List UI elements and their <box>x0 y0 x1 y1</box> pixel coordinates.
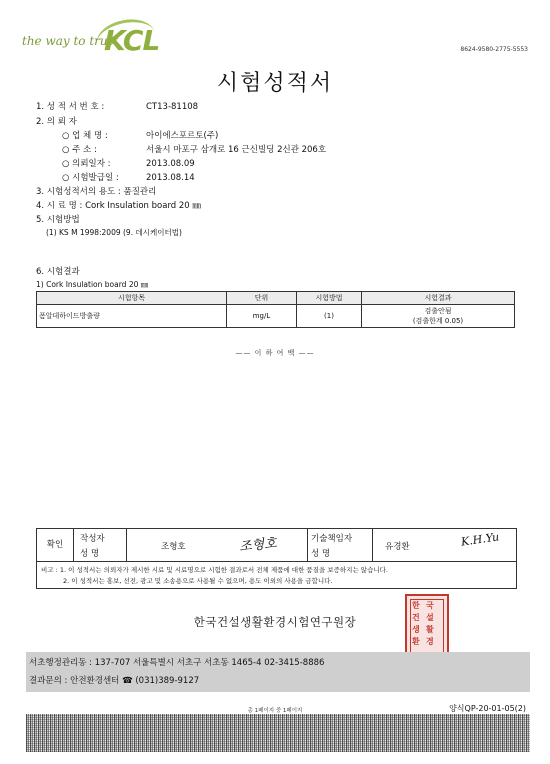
seal-char: 국 <box>426 601 434 610</box>
document-number: 8624-9580-2775-5553 <box>460 46 528 53</box>
page-info: 총 1페이지 중 1페이지 <box>247 708 303 714</box>
author-signature: 조형호 <box>238 536 278 555</box>
seal-char: 건 <box>412 613 420 622</box>
report-number-label: 1. 성 적 서 번 호 : <box>36 102 105 112</box>
issue-date: 2013.08.14 <box>146 173 195 183</box>
test-item: 폼알데하이드방출량 <box>37 305 227 328</box>
address-label: ○ 주 소 : <box>62 145 97 155</box>
tech-name-label: 성 명 <box>311 549 331 559</box>
author-name-label: 성 명 <box>80 549 100 559</box>
remark-2: 2. 이 성적서는 홍보, 선전, 광고 및 소송용으로 사용될 수 없으며, 용도 이외의 사용을 금합니다. <box>63 577 333 585</box>
seal-char: 설 <box>426 613 434 622</box>
seal-char: 활 <box>426 625 434 634</box>
sample-name: Cork Insulation board 20 ㎜ <box>85 201 201 211</box>
request-date-label: ○ 의뢰일자 : <box>62 159 111 169</box>
company-name: 아이에스포르토(주) <box>146 131 219 141</box>
confirm-label: 확인 <box>37 529 74 561</box>
issue-date-row <box>62 174 195 183</box>
seal-char: 환 <box>412 637 420 646</box>
seal-char: 한 <box>412 601 420 610</box>
seal-char: 생 <box>412 625 420 634</box>
tech-signature: K.H.Yu <box>460 530 500 549</box>
purpose-label: 3. 시험성적서의 용도 : <box>36 187 121 197</box>
sample-row <box>36 202 201 211</box>
method-label: 5. 시험방법 <box>36 215 80 225</box>
results-table <box>36 291 515 328</box>
result-value: 검출안됨 <box>424 307 452 315</box>
table-row <box>37 305 515 328</box>
table-header-row <box>37 292 515 305</box>
tech-name: 유경환 <box>385 542 410 552</box>
column-header-unit: 단위 <box>227 292 297 305</box>
remark-1: 비고 : 1. 이 성적서는 의뢰자가 제시한 시료 및 시료명으로 시험한 결과로서 전체 제품에 대한 품질을 보증하지는 않습니다. <box>41 566 388 574</box>
tech-label: 기술책임자 <box>311 534 353 544</box>
contact-info: 결과문의 : 안전환경센터 ☎ (031)389-9127 <box>29 676 200 686</box>
company-row <box>62 132 218 141</box>
request-date-row <box>62 160 195 169</box>
report-number: CT13-81108 <box>146 102 199 112</box>
official-seal <box>405 594 449 660</box>
sample-label: 4. 시 료 명 : <box>36 201 83 211</box>
author-sign-cell <box>127 529 308 561</box>
report-number-row <box>36 103 198 112</box>
test-method: (1) KS M 1998:2009 (9. 데시케이터법) <box>46 228 182 237</box>
request-date: 2013.08.09 <box>146 159 195 169</box>
purpose-row <box>36 188 156 197</box>
tech-label-cell <box>308 529 373 561</box>
purpose: 품질관리 <box>123 187 157 197</box>
security-barcode <box>26 714 530 752</box>
institute-name: 한국건설생활환경시험연구원장 <box>193 615 357 629</box>
issue-date-label: ○ 시험발급일 : <box>62 173 119 183</box>
company-label: ○ 업 체 명 : <box>62 131 108 141</box>
seal-char: 경 <box>426 637 434 646</box>
office-address: 서초행정관리동 : 137-707 서울특별시 서초구 서초동 1465-4 02-3415-8886 <box>29 658 325 668</box>
logo-tagline: the way to trust <box>22 34 119 48</box>
client-address: 서울시 마포구 삼개로 16 근신빌딩 2신관 206호 <box>146 145 327 155</box>
results-heading: 6. 시험결과 <box>36 267 80 277</box>
test-unit: mg/L <box>227 305 297 328</box>
column-header-item: 시험항목 <box>37 292 227 305</box>
end-of-content-marker: —— 이 하 여 백 —— <box>235 349 315 357</box>
signature-box <box>36 528 517 589</box>
address-bar <box>26 652 530 692</box>
signature-row <box>37 529 516 562</box>
tech-sign-cell <box>373 529 516 561</box>
results-subheading: 1) Cork Insulation board 20 ㎜ <box>36 280 149 289</box>
client-label: 2. 의 뢰 자 <box>36 117 77 127</box>
test-result <box>362 305 515 328</box>
page-title: 시험성적서 <box>216 71 334 96</box>
remarks <box>41 565 388 587</box>
form-number: 양식QP-20-01-05(2) <box>449 704 526 713</box>
address-row <box>62 146 326 155</box>
author-label: 작성자 <box>80 534 105 544</box>
kcl-logo: KCL <box>104 24 160 57</box>
detection-limit: (검출한계 0.05) <box>412 317 464 325</box>
author-label-cell <box>74 529 127 561</box>
column-header-result: 시험결과 <box>362 292 515 305</box>
column-header-method: 시험방법 <box>297 292 362 305</box>
test-method-ref: (1) <box>297 305 362 328</box>
author-name: 조형호 <box>161 542 186 552</box>
